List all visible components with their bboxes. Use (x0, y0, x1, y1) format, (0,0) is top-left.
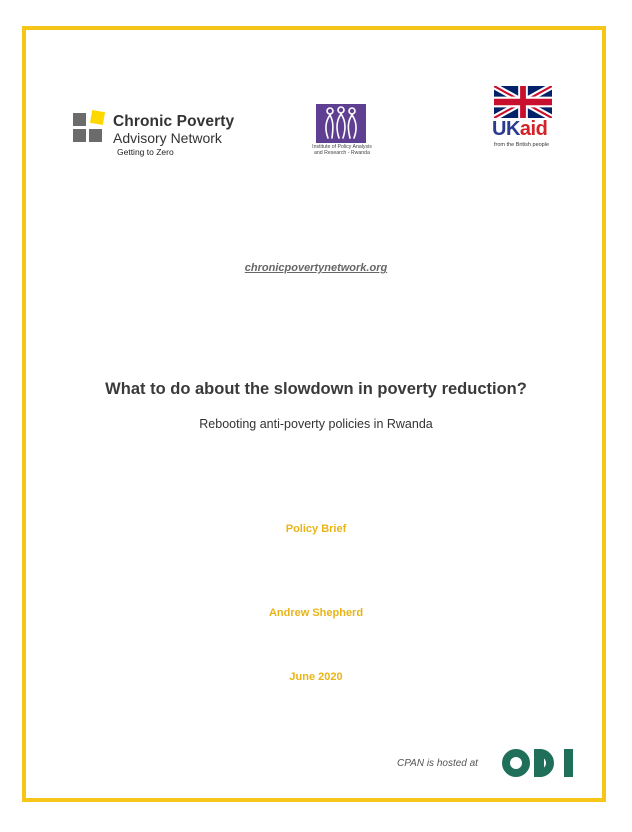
hosted-by-text: CPAN is hosted at (397, 758, 478, 769)
document-date: June 2020 (289, 671, 343, 683)
ukaid-wordmark: UKaid (492, 118, 548, 140)
document-author: Andrew Shepherd (268, 607, 364, 619)
cpan-logo-line2: Advisory Network (113, 130, 222, 146)
cpan-squares-icon (73, 113, 105, 145)
document-title: What to do about the slowdown in poverty reduction? (105, 380, 527, 398)
ukaid-logo (492, 86, 556, 150)
document-subtitle: Rebooting anti-poverty policies in Rwanda (199, 417, 433, 431)
cpan-logo-tagline: Getting to Zero (117, 147, 174, 157)
cpan-logo (73, 112, 248, 162)
cpan-logo-line1: Chronic Poverty (113, 113, 235, 130)
union-flag-icon (494, 86, 552, 118)
odi-logo-icon (502, 745, 578, 781)
ipar-figures-icon (316, 104, 366, 143)
ipar-logo (312, 104, 376, 164)
website-link[interactable]: chronicpovertynetwork.org (244, 262, 388, 274)
document-type: Policy Brief (285, 523, 347, 535)
ukaid-subtitle: from the British people (494, 142, 550, 148)
ipar-logo-caption: Institute of Policy Analysis and Research - Rwanda (312, 144, 372, 156)
